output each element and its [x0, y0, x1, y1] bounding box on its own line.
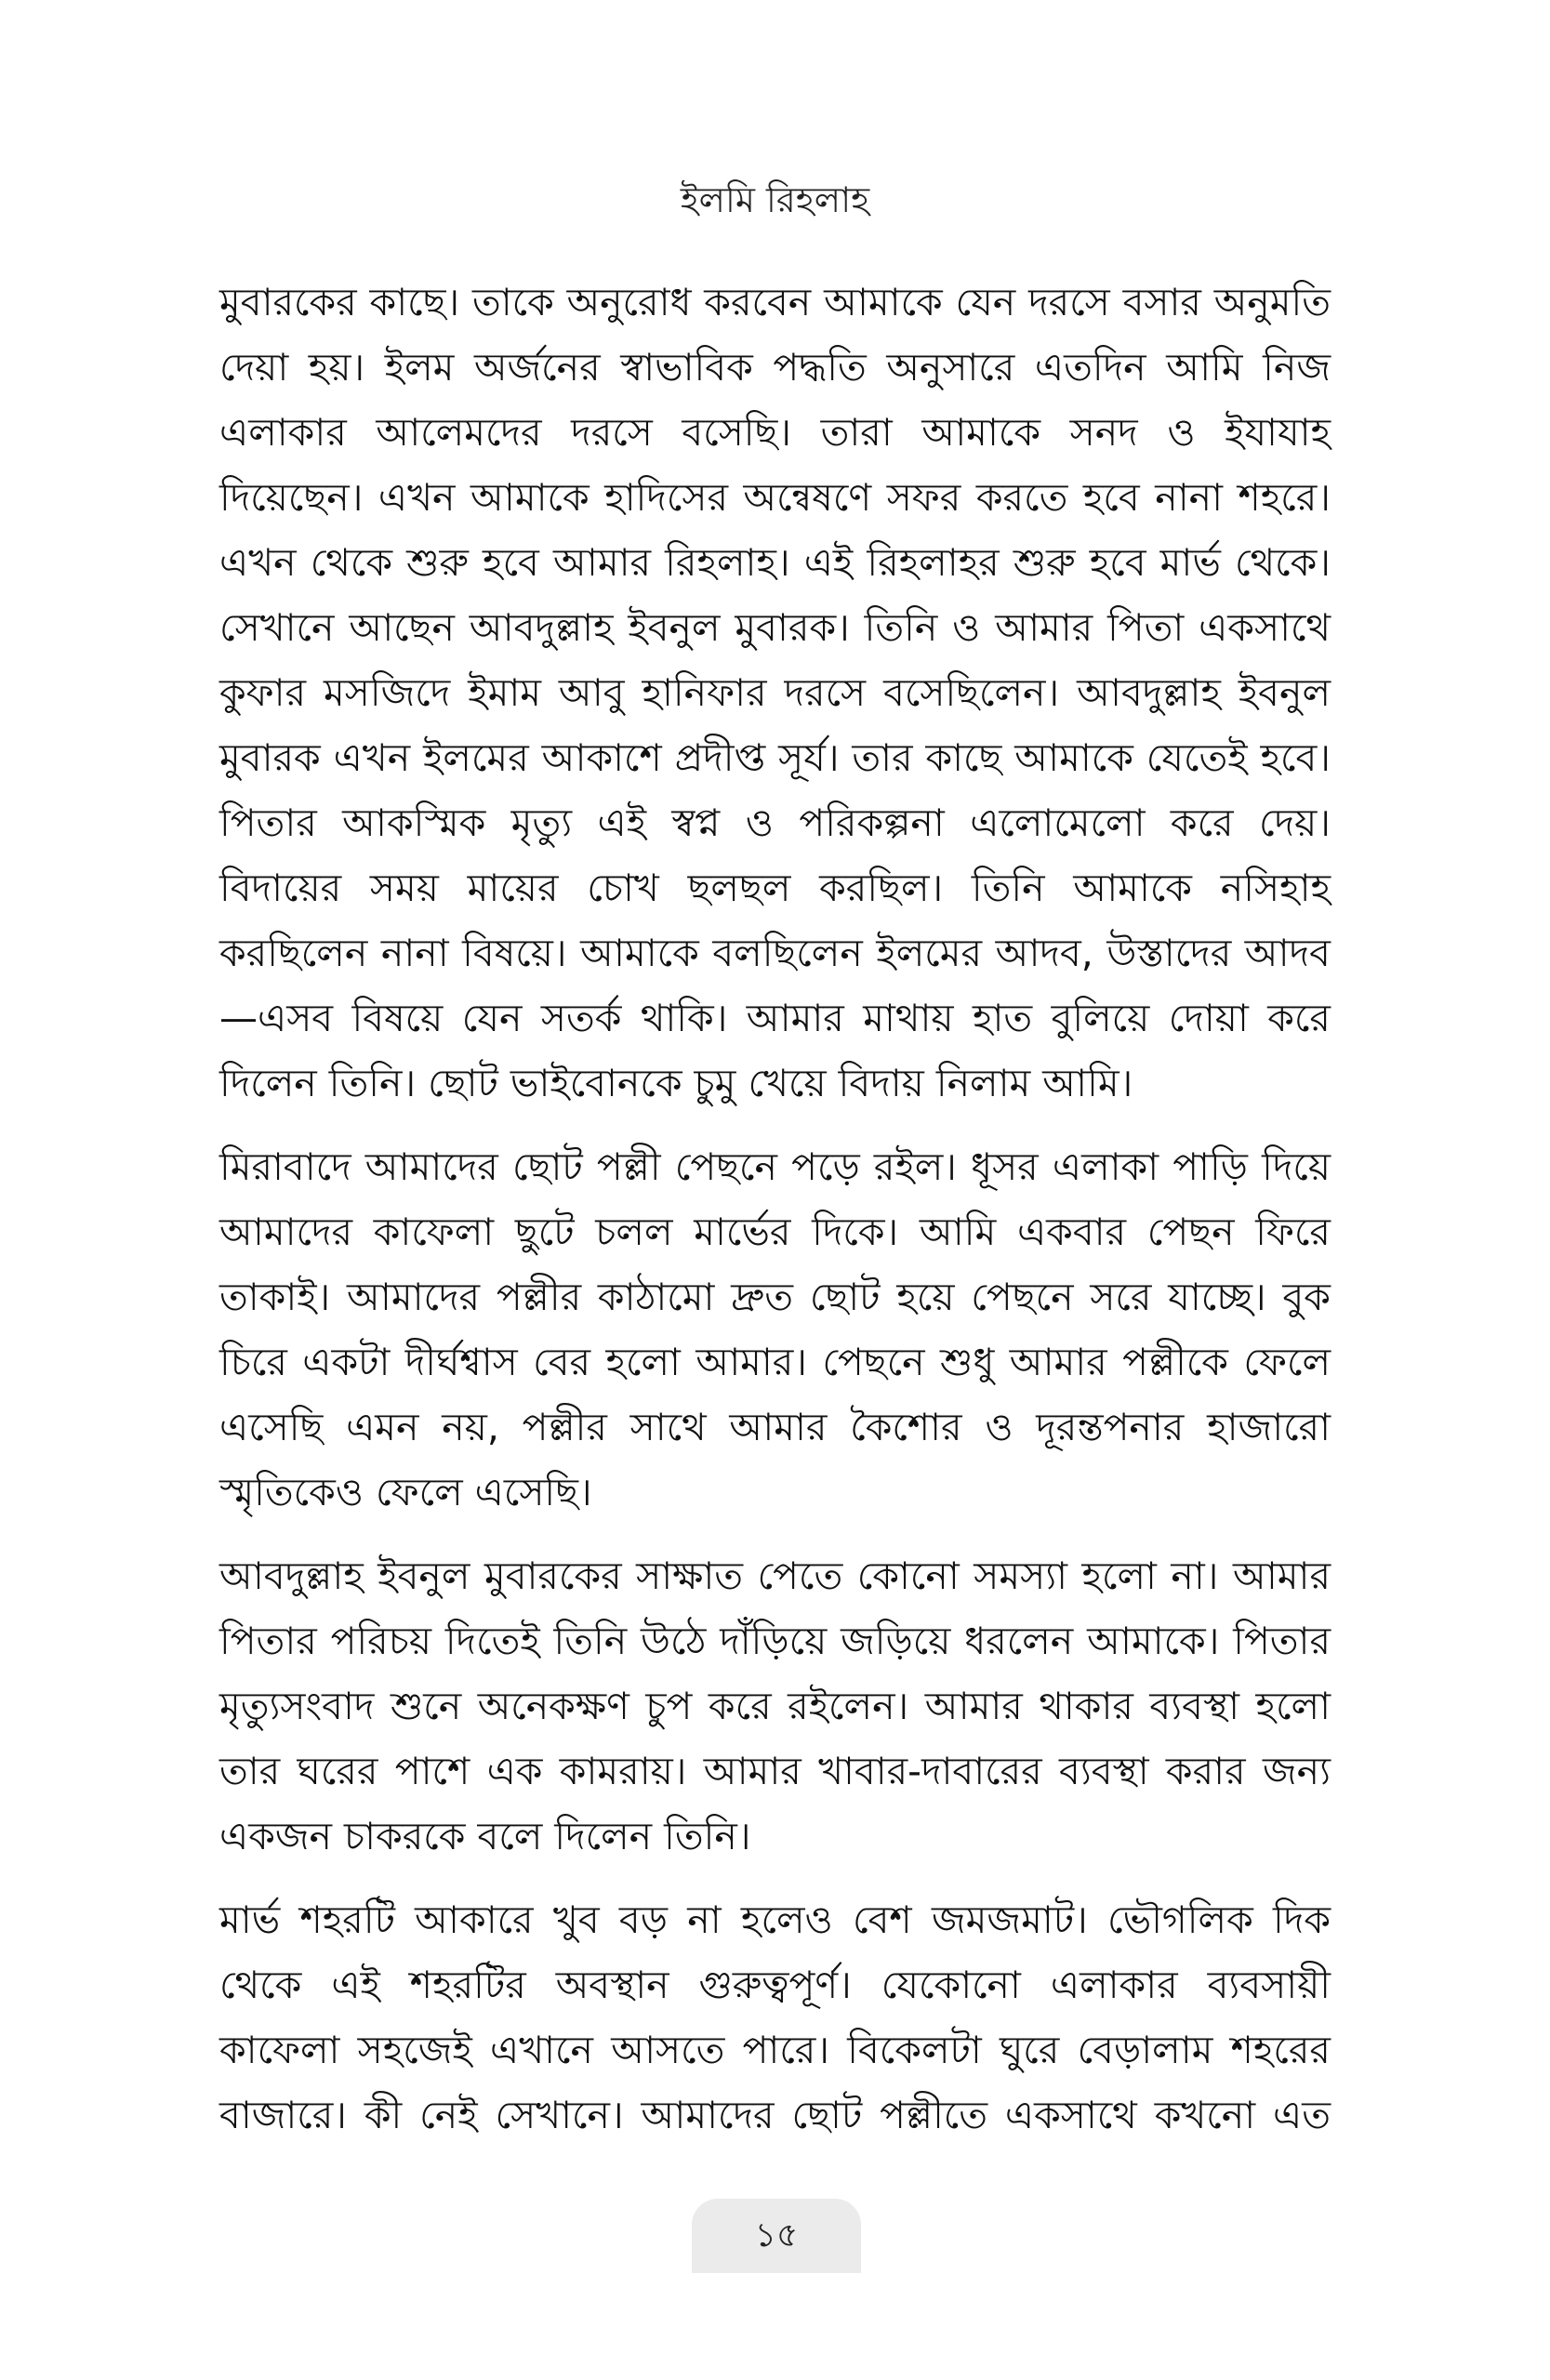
paragraph: আবদুল্লাহ ইবনুল মুবারকের সাক্ষাত পেতে কোনো সমস্যা হলো না। আমার পিতার পরিচয় দিতেই তিনি উঠে দাঁড়িয়ে জড়িয়ে ধরলেন আমাকে। পিতার মৃত্যুসংবাদ শুনে অনেকক্ষণ চুপ করে রইলেন। আমার থাকার ব্যবস্থা হলো তার ঘরের পাশে এক কামরায়। আমার খাবার-দাবারের ব্যবস্থা করার জন্য একজন চাকরকে বলে দিলেন তিনি। — [219, 1554, 1331, 1858]
paragraph: মিরাবাদে আমাদের ছোট পল্লী পেছনে পড়ে রইল। ধূসর এলাকা পাড়ি দিয়ে আমাদের কাফেলা ছুটে চলল মার্ভের দিকে। আমি একবার পেছন ফিরে তাকাই। আমাদের পল্লীর কাঠামো দ্রুত ছোট হয়ে পেছনে সরে যাচ্ছে। বুক চিরে একটা দীর্ঘশ্বাস বের হলো আমার। পেছনে শুধু আমার পল্লীকে ফেলে এসেছি এমন নয়, পল্লীর সাথে আমার কৈশোর ও দূরন্তপনার হাজারো স্মৃতিকেও ফেলে এসেছি। — [219, 1144, 1331, 1514]
body-text — [219, 270, 1331, 2166]
running-head: ইলমি রিহলাহ — [680, 179, 870, 220]
paragraph: মার্ভ শহরটি আকারে খুব বড় না হলেও বেশ জমজমাট। ভৌগলিক দিক থেকে এই শহরটির অবস্থান গুরুত্বপূর্ণ। যেকোনো এলাকার ব্যবসায়ী কাফেলা সহজেই এখানে আসতে পারে। বিকেলটা ঘুরে বেড়ালাম শহরের বাজারে। কী নেই সেখানে। আমাদের ছোট পল্লীতে একসাথে কখনো এত — [219, 1897, 1331, 2137]
page-number: ১৫ — [692, 2199, 861, 2273]
paragraph: মুবারকের কাছে। তাকে অনুরোধ করবেন আমাকে যেন দরসে বসার অনুমতি দেয়া হয়। ইলম অর্জনের স্বাভাবিক পদ্ধতি অনুসারে এতদিন আমি নিজ এলাকার আলেমদের দরসে বসেছি। তারা আমাকে সনদ ও ইযাযাহ দিয়েছেন। এখন আমাকে হাদিসের অন্বেষণে সফর করতে হবে নানা শহরে। এখন থেকে শুরু হবে আমার রিহলাহ। এই রিহলাহর শুরু হবে মার্ভ থেকে। সেখানে আছেন আবদুল্লাহ ইবনুল মুবারক। তিনি ও আমার পিতা একসাথে কুফার মসজিদে ইমাম আবু হানিফার দরসে বসেছিলেন। আবদুল্লাহ ইবনুল মুবারক এখন ইলমের আকাশে প্রদীপ্ত সূর্য। তার কাছে আমাকে যেতেই হবে। পিতার আকস্মিক মৃত্যু এই স্বপ্ন ও পরিকল্পনা এলোমেলো করে দেয়। বিদায়ের সময় মায়ের চোখ ছলছল করছিল। তিনি আমাকে নসিহাহ করছিলেন নানা বিষয়ে। আমাকে বলছিলেন ইলমের আদব, উস্তাদের আদব—এসব বিষয়ে যেন সতর্ক থাকি। আমার মাথায় হাত বুলিয়ে দোয়া করে দিলেন তিনি। ছোট ভাইবোনকে চুমু খেয়ে বিদায় নিলাম আমি। — [219, 280, 1331, 1105]
